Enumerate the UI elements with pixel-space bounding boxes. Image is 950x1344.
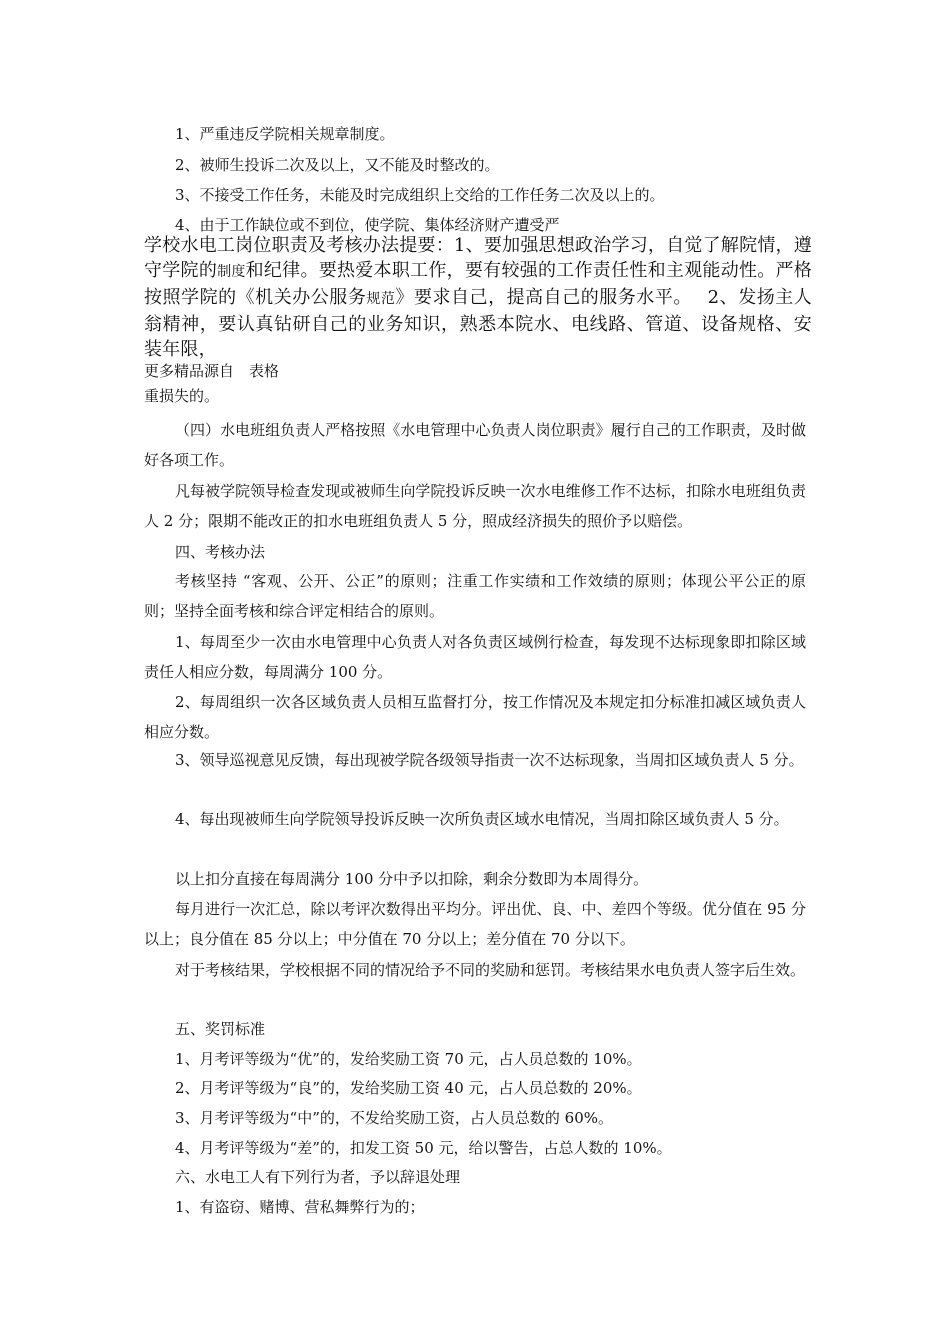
paragraph-total: 以上扣分直接在每周满分 100 分中予以扣除，剩余分数即为本周得分。	[175, 870, 649, 888]
reward-item-2: 2、月考评等级为“良”的，发给奖励工资 40 元，占人员总数的 20%。	[175, 1079, 642, 1097]
reward-item-1: 1、月考评等级为“优”的，发给奖励工资 70 元，占人员总数的 10%。	[175, 1050, 642, 1068]
reward-item-3: 3、月考评等级为“中”的，不发给奖励工资，占人员总数的 60%。	[175, 1109, 613, 1127]
rule-item-3: 3、不接受工作任务，未能及时完成组织上交给的工作任务二次及以上的。	[175, 186, 665, 204]
dismissal-item-1: 1、有盗窃、赌博、营私舞弊行为的；	[175, 1198, 425, 1216]
heading-dismissal: 六、水电工人有下列行为者，予以辞退处理	[175, 1168, 461, 1186]
paragraph-deduction: 凡每被学院领导检查发现或被师生向学院投诉反映一次水电维修工作不达标，扣除水电班组负责人 2 分；限期不能改正的扣水电班组负责人 5 分，照成经济损失的照价予以赔偿。	[144, 482, 806, 530]
summary-text-d: 规范	[366, 291, 396, 307]
paragraph-leader-duty: （四）水电班组负责人严格按照《水电管理中心负责人岗位职责》履行自己的工作职责，及时做好各项工作。	[144, 421, 806, 469]
rule-item-4: 4、由于工作缺位或不到位，使学院、集体经济财产遭受严	[175, 216, 560, 234]
paragraph-principle: 考核坚持 “客观、公开、公正”的原则；注重工作实绩和工作效绩的原则；体现公平公正的原则；坚持全面考核和综合评定相结合的原则。	[144, 572, 806, 620]
summary-text-b: 制度	[217, 264, 246, 280]
rule-item-1: 1、严重违反学院相关规章制度。	[175, 125, 395, 143]
summary-text-c: 和纪律。要热爱本职工作，要有较强的工作责任性和主观能动性。严格按照学院的《机关办公服务	[144, 260, 812, 308]
paragraph-monthly: 每月进行一次汇总，除以考评次数得出平均分。评出优、良、中、差四个等级。优分值在 95 分以上；良分值在 85 分以上；中分值在 70 分以上；差分值在 70 分以下。	[144, 900, 806, 948]
check-item-1: 1、每周至少一次由水电管理中心负责人对各负责区域例行检查，每发现不达标现象即扣除区域责任人相应分数，每周满分 100 分。	[144, 633, 806, 681]
summary-block	[144, 233, 812, 362]
heading-assessment: 四、考核办法	[175, 543, 266, 561]
reward-item-4: 4、月考评等级为“差”的，扣发工资 50 元，给以警告，占总人数的 10%。	[175, 1139, 672, 1157]
heading-reward: 五、奖罚标准	[175, 1020, 266, 1038]
paragraph-result: 对于考核结果，学校根据不同的情况给予不同的奖励和惩罚。考核结果水电负责人签字后生效。	[175, 961, 806, 979]
check-item-3: 3、领导巡视意见反馈，每出现被学院各级领导指责一次不达标现象，当周扣区域负责人 5 分。	[175, 751, 804, 769]
summary-text-e: 》要求自己，提高自己的服务水平。 2、发扬主人翁精神，要认真钻研自己的业务知识，熟悉本院水、电线路、管道、设备规格、安装年限，	[144, 287, 812, 360]
summary-text-a: 学校水电工岗位职责及考核办法提要：1、要加强思想政治学习，自觉了解院情，遵守学院的	[144, 235, 812, 281]
check-item-4: 4、每出现被师生向学院领导投诉反映一次所负责区域水电情况，当周扣除区域负责人 5 分。	[175, 810, 789, 828]
check-item-2: 2、每周组织一次各区域负责人员相互监督打分，按工作情况及本规定扣分标准扣减区域负责人相应分数。	[144, 693, 806, 741]
rule-item-2: 2、被师生投诉二次及以上，又不能及时整改的。	[175, 156, 500, 174]
more-source-line: 更多精品源自 表格	[144, 362, 280, 380]
continuation-line: 重损失的。	[144, 387, 220, 405]
